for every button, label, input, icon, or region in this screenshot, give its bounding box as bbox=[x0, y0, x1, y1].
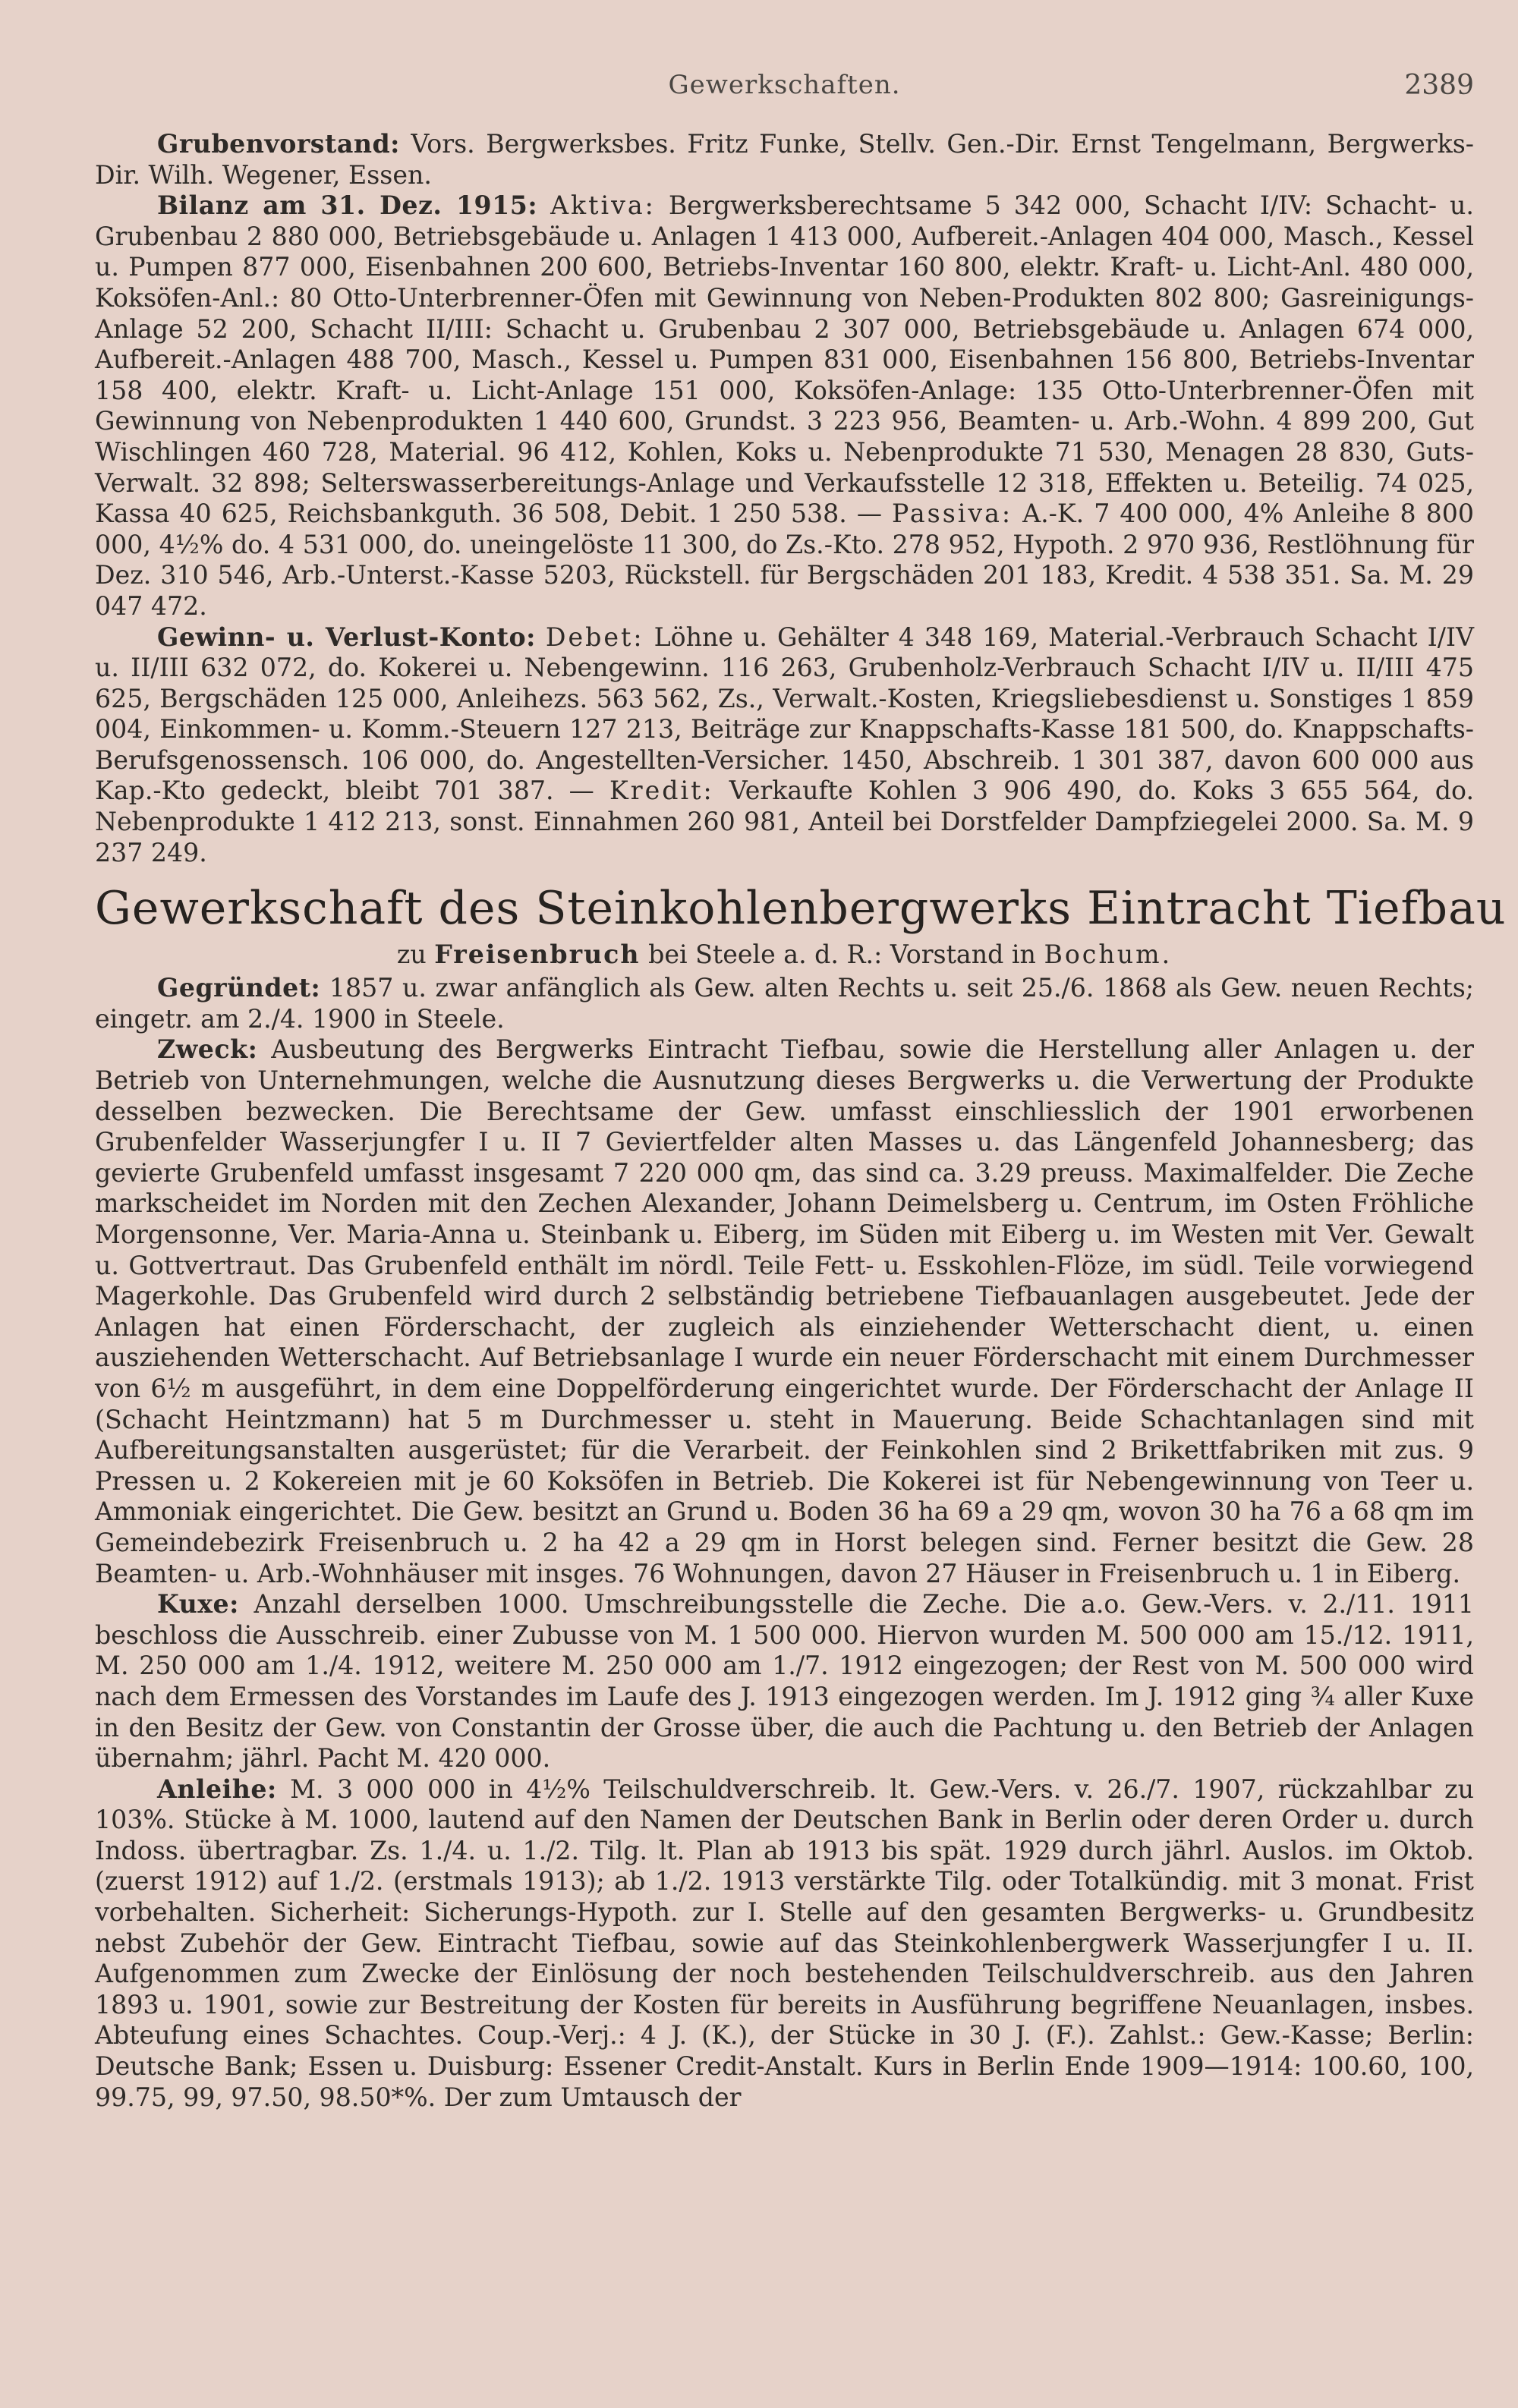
text-grubenvorstand: Vors. Bergwerksbes. Fritz Funke, Stellv. Gen.-Dir. Ernst Tengelmann, Bergwerks-Dir. Wilh. Wegener, Essen. bbox=[95, 129, 1474, 190]
label-bilanz: Bilanz am 31. Dez. 1915: bbox=[157, 190, 538, 221]
label-grubenvorstand: Grubenvorstand: bbox=[157, 129, 400, 159]
label-kuxe: Kuxe: bbox=[157, 1589, 239, 1619]
subtitle-city: Bochum. bbox=[1044, 940, 1173, 970]
text-kuxe: Anzahl derselben 1000. Umschreibungsstelle die Zeche. Die a.o. Gew.-Vers. v. 2./11. 1911 beschloss die Ausschreib. einer Zubusse von M. 1 500 000. Hiervon wurden M. 500 000 am 15./12. 1911, M. 250 000 am 1./4. 1912, weitere M. 250 000 am 1./7. 1912 eingezogen; der Rest von M. 500 000 wird nach dem Ermessen des Vorstandes im Laufe des J. 1913 eingezogen werden. Im J. 1912 ging ¾ aller Kuxe in den Besitz der Gew. von Constantin der Grosse über, die auch die Pachtung u. den Betrieb der Anlagen übernahm; jährl. Pacht M. 420 000. bbox=[95, 1589, 1474, 1774]
label-aktiva: Aktiva: bbox=[550, 190, 656, 221]
subtitle-prefix: zu bbox=[396, 940, 427, 970]
text-debet: Löhne u. Gehälter 4 348 169, Material.-Verbrauch Schacht I/IV u. II/III 632 072, do. Kokerei u. Nebengewinn. 116 263, Grubenholz-Verbrauch Schacht I/IV u. II/III 475 625, Bergschäden 125 000, Anleihezs. 563 562, Zs., Verwalt.-Kosten, Kriegsliebesdienst u. Sonstiges 1 859 004, Einkommen- u. Komm.-Steuern 127 213, Beiträge zur Knappschafts-Kasse 181 500, do. Knappschafts-Berufsgenossensch. 106 000, do. Angestellten-Versicher. 1450, Abschreib. 1 301 387, davon 600 000 aus Kap.-Kto gedeckt, bleibt 701 387. — bbox=[95, 622, 1474, 806]
paragraph-zweck bbox=[95, 1034, 1474, 1589]
text-zweck: Ausbeutung des Bergwerks Eintracht Tiefbau, sowie die Herstellung aller Anlagen u. der Betrieb von Unternehmungen, welche die Ausnutzung dieses Bergwerks u. die Verwertung der Produkte desselben bezwecken. Die Berechtsame der Gew. umfasst einschliesslich der 1901 erworbenen Grubenfelder Wasserjungfer I u. II 7 Geviertfelder alten Masses u. das Längenfeld Johannesberg; das gevierte Grubenfeld umfasst insgesamt 7 220 000 qm, das sind ca. 3.29 preuss. Maximalfelder. Die Zeche markscheidet im Norden mit den Zechen Alexander, Johann Deimelsberg u. Centrum, im Osten Fröhliche Morgensonne, Ver. Maria-Anna u. Steinbank u. Eiberg, im Süden mit Eiberg u. im Westen mit Ver. Gewalt u. Gottvertraut. Das Grubenfeld enthält im nördl. Teile Fett- u. Esskohlen-Flöze, im südl. Teile vorwiegend Magerkohle. Das Grubenfeld wird durch 2 selbständig betriebene Tiefbauanlagen ausgebeutet. Jede der Anlagen hat einen Förderschacht, der zugleich als einziehender Wetterschacht dient, u. einen ausziehenden Wetterschacht. Auf Betriebsanlage I wurde ein neuer Förderschacht mit einem Durchmesser von 6½ m ausgeführt, in dem eine Doppelförderung eingerichtet wurde. Der Förderschacht der Anlage II (Schacht Heintzmann) hat 5 m Durchmesser u. steht in Mauerung. Beide Schachtanlagen sind mit Aufbereitungsanstalten ausgerüstet; für die Verarbeit. der Feinkohlen sind 2 Brikettfabriken mit zus. 9 Pressen u. 2 Kokereien mit je 60 Koksöfen in Betrieb. Die Kokerei ist für Nebengewinnung von Teer u. Ammoniak eingerichtet. Die Gew. besitzt an Grund u. Boden 36 ha 69 a 29 qm, wovon 30 ha 76 a 68 qm im Gemeindebezirk Freisenbruch u. 2 ha 42 a 29 qm in Horst belegen sind. Ferner besitzt die Gew. 28 Beamten- u. Arb.-Wohnhäuser mit insges. 76 Wohnungen, davon 27 Häuser in Freisenbruch u. 1 in Eiberg. bbox=[95, 1034, 1474, 1588]
label-debet: Debet: bbox=[545, 622, 644, 652]
paragraph-grubenvorstand bbox=[95, 129, 1474, 190]
company-subtitle bbox=[95, 938, 1474, 971]
paragraph-anleihe bbox=[95, 1774, 1474, 2114]
running-title: Gewerkschaften. bbox=[668, 70, 901, 100]
paragraph-bilanz bbox=[95, 190, 1474, 622]
subtitle-middle: bei Steele a. d. R.: Vorstand in bbox=[648, 940, 1036, 970]
label-zweck: Zweck: bbox=[157, 1034, 258, 1065]
text-passiva: A.-K. 7 400 000, 4% Anleihe 8 800 000, 4½% do. 4 531 000, do. uneingelöste 11 300, do Zs.-Kto. 278 952, Hypoth. 2 970 936, Restlöhnung für Dez. 310 546, Arb.-Unterst.-Kasse 5203, Rückstell. für Bergschäden 201 183, Kredit. 4 538 351. Sa. M. 29 047 472. bbox=[95, 499, 1474, 621]
label-gewinn-verlust: Gewinn- u. Verlust-Konto: bbox=[157, 622, 536, 652]
label-anleihe: Anleihe: bbox=[157, 1774, 277, 1804]
label-kredit: Kredit: bbox=[609, 776, 714, 806]
text-gegruendet: 1857 u. zwar anfänglich als Gew. alten Rechts u. seit 25./6. 1868 als Gew. neuen Rechts; eingetr. am 2./4. 1900 in Steele. bbox=[95, 973, 1474, 1034]
label-gegruendet: Gegründet: bbox=[157, 973, 321, 1003]
paragraph-gegruendet bbox=[95, 973, 1474, 1034]
text-kredit: Verkaufte Kohlen 3 906 490, do. Koks 3 655 564, do. Nebenprodukte 1 412 213, sonst. Einnahmen 260 981, Anteil bei Dorstfelder Dampfziegelei 2000. Sa. M. 9 237 249. bbox=[95, 776, 1474, 867]
company-title: Gewerkschaft des Steinkohlenbergwerks Eintracht Tiefbau bbox=[95, 882, 1507, 936]
paragraph-gewinn-verlust bbox=[95, 622, 1474, 869]
subtitle-place: Freisenbruch bbox=[434, 940, 641, 970]
label-passiva: Passiva: bbox=[892, 499, 1013, 529]
text-aktiva: Bergwerksberechtsame 5 342 000, Schacht I/IV: Schacht- u. Grubenbau 2 880 000, Betriebsgebäude u. Anlagen 1 413 000, Aufbereit.-Anlagen 404 000, Masch., Kessel u. Pumpen 877 000, Eisenbahnen 200 600, Betriebs-Inventar 160 800, elektr. Kraft- u. Licht-Anl. 480 000, Koksöfen-Anl.: 80 Otto-Unterbrenner-Öfen mit Gewinnung von Neben-Produkten 802 800; Gasreinigungs-Anlage 52 200, Schacht II/III: Schacht u. Grubenbau 2 307 000, Betriebsgebäude u. Anlagen 674 000, Aufbereit.-Anlagen 488 700, Masch., Kessel u. Pumpen 831 000, Eisenbahnen 156 800, Betriebs-Inventar 158 400, elektr. Kraft- u. Licht-Anlage 151 000, Koksöfen-Anlage: 135 Otto-Unterbrenner-Öfen mit Gewinnung von Nebenprodukten 1 440 600, Grundst. 3 223 956, Beamten- u. Arb.-Wohn. 4 899 200, Gut Wischlingen 460 728, Material. 96 412, Kohlen, Koks u. Nebenprodukte 71 530, Menagen 28 830, Guts-Verwalt. 32 898; Selterswasserbereitungs-Anlage und Verkaufsstelle 12 318, Effekten u. Beteilig. 74 025, Kassa 40 625, Reichsbankguth. 36 508, Debit. 1 250 538. — bbox=[95, 190, 1474, 529]
text-anleihe: M. 3 000 000 in 4½% Teilschuldverschreib. lt. Gew.-Vers. v. 26./7. 1907, rückzahlbar zu 103%. Stücke à M. 1000, lautend auf den Namen der Deutschen Bank in Berlin oder deren Order u. durch Indoss. übertragbar. Zs. 1./4. u. 1./2. Tilg. lt. Plan ab 1913 bis spät. 1929 durch jährl. Auslos. im Oktob. (zuerst 1912) auf 1./2. (erstmals 1913); ab 1./2. 1913 verstärkte Tilg. oder Totalkündig. mit 3 monat. Frist vorbehalten. Sicherheit: Sicherungs-Hypoth. zur I. Stelle auf den gesamten Bergwerks- u. Grundbesitz nebst Zubehör der Gew. Eintracht Tiefbau, sowie auf das Steinkohlenbergwerk Wasserjungfer I u. II. Aufgenommen zum Zwecke der Einlösung der noch bestehenden Teilschuldverschreib. aus den Jahren 1893 u. 1901, sowie zur Bestreitung der Kosten für bereits in Ausführung begriffene Neuanlagen, insbes. Abteufung eines Schachtes. Coup.-Verj.: 4 J. (K.), der Stücke in 30 J. (F.). Zahlst.: Gew.-Kasse; Berlin: Deutsche Bank; Essen u. Duisburg: Essener Credit-Anstalt. Kurs in Berlin Ende 1909—1914: 100.60, 100, 99.75, 99, 97.50, 98.50*%. Der zum Umtausch der bbox=[95, 1774, 1474, 2112]
page-number: 2389 bbox=[1404, 70, 1474, 101]
running-header bbox=[95, 70, 1474, 115]
paragraph-kuxe bbox=[95, 1589, 1474, 1774]
